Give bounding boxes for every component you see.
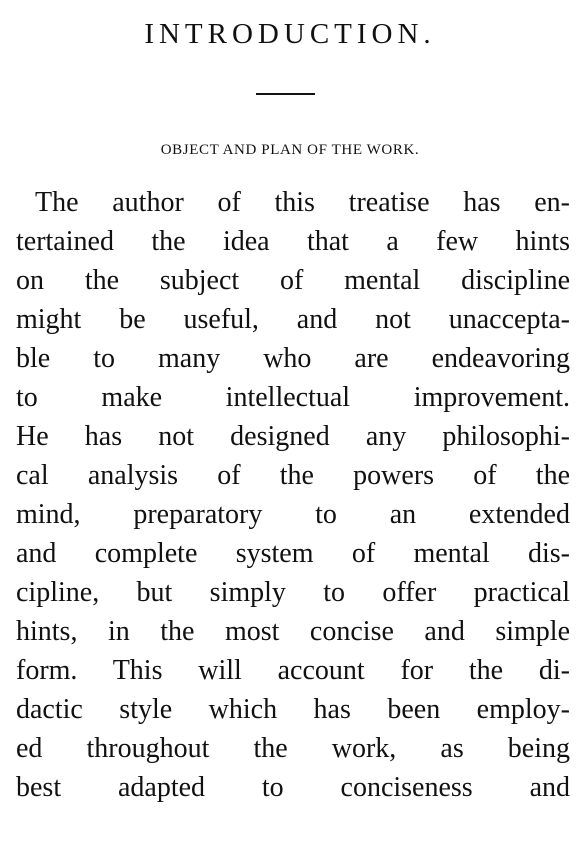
paragraph-line: form. This will account for the di-	[16, 655, 570, 686]
paragraph-line: cipline, but simply to offer practical	[16, 577, 570, 608]
body-paragraph	[16, 183, 570, 807]
paragraph-line: He has not designed any philosophi-	[16, 421, 570, 452]
paragraph-line: The author of this treatise has en-	[35, 187, 570, 218]
chapter-heading: INTRODUCTION.	[144, 18, 436, 50]
section-subheading: OBJECT AND PLAN OF THE WORK.	[160, 142, 420, 158]
paragraph-line: ble to many who are endeavoring	[16, 343, 570, 374]
paragraph-line: on the subject of mental discipline	[16, 265, 570, 296]
paragraph-line: best adapted to conciseness and	[16, 772, 570, 803]
paragraph-line: tertained the idea that a few hints	[16, 226, 570, 257]
paragraph-line: hints, in the most concise and simple	[16, 616, 570, 647]
paragraph-line: might be useful, and not unaccepta-	[16, 304, 570, 335]
paragraph-line: cal analysis of the powers of the	[16, 460, 570, 491]
heading-divider	[256, 93, 315, 95]
paragraph-line: to make intellectual improvement.	[16, 382, 570, 413]
paragraph-line: ed throughout the work, as being	[16, 733, 570, 764]
paragraph-line: and complete system of mental dis-	[16, 538, 570, 569]
paragraph-line: mind, preparatory to an extended	[16, 499, 570, 530]
paragraph-line: dactic style which has been employ-	[16, 694, 570, 725]
